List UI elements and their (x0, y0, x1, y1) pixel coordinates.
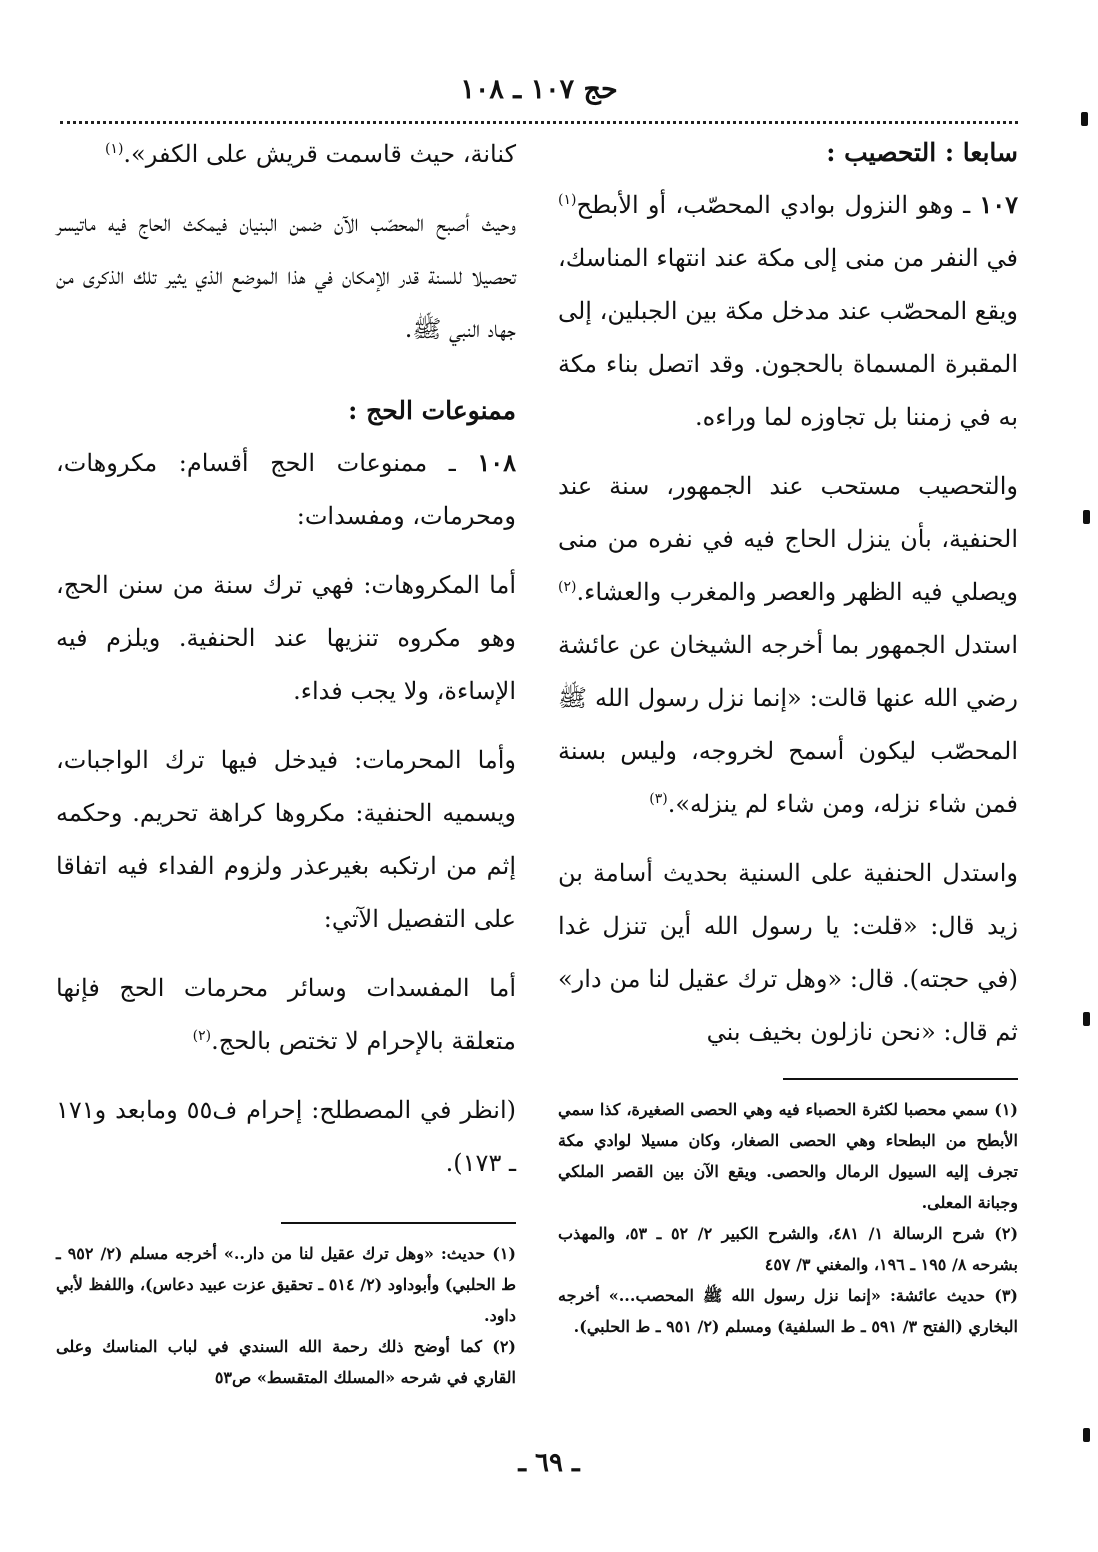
paragraph-number: ١٠٧ (979, 190, 1019, 219)
footnote: (٢) شرح الرسالة ١/ ٤٨١، والشرح الكبير ٢/ ٥٢ ـ ٥٣، والمهذب بشرحه ٨/ ١٩٥ ـ ١٩٦، والمغني ٣/ ٤٥٧ (558, 1224, 1019, 1274)
paragraph-text: كنانة، حيث قاسمت قريش على الكفر». (123, 140, 516, 168)
paragraph-number: ١٠٨ (477, 448, 516, 477)
right-footnotes (558, 1064, 1018, 1342)
footnote-separator (783, 1078, 1018, 1080)
footnote-ref: (١) (104, 141, 124, 157)
paragraph-108 (56, 436, 516, 543)
paragraph-text-rest: في النفر من منى إلى مكة عند انتهاء المناسك، ويقع المحصّب عند مدخل مكة بين الجبلين، إلى المقبرة المسماة بالحجون. وقد اتصل بناء مكة به في زمننا بل تجاوزه لما وراءه. (557, 244, 1018, 431)
footnote: (٢) كما أوضح ذلك رحمة الله السندي في لباب المناسك وعلى القاري في شرحه «المسلك المتقسط» ص٥٣ (56, 1337, 516, 1387)
left-column (56, 128, 516, 1206)
paragraph-text: والتحصيب مستحب عند الجمهور، سنة عند الحنفية، بأن ينزل الحاج فيه في نفره من منى ويصلي فيه الظهر والعصر والمغرب والعشاء. (558, 472, 1018, 606)
left-footnotes (56, 1208, 516, 1393)
right-column (558, 128, 1018, 1075)
paragraph-muharramat: وأما المحرمات: فيدخل فيها ترك الواجبات، ويسميه الحنفية: مكروها كراهة تحريم. وحكمه إثم من ارتكبه بغيرعذر ولزوم الفداء فيه اتفاقا على التفصيل الآتي: (56, 746, 516, 933)
paragraph-text: واستدل الحنفية على السنية بحديث أسامة بن زيد قال: «قلت: يا رسول الله أين تنزل غدا (في حجته). قال: «وهل ترك عقيل لنا من دار» ثم قال: «نحن نازلون بخيف بني (558, 859, 1018, 1046)
paragraph-text: ـ ممنوعات الحج أقسام: مكروهات، ومحرمات، ومفسدات: (56, 449, 516, 530)
paragraph-text-rest: استدل الجمهور بما أخرجه الشيخان عن عائشة رضي الله عنها قالت: «إنما نزل رسول الله ﷺ المحصّب ليكون أسمح لخروجه، وليس بسنة فمن شاء نزله، ومن شاء لم ينزله». (558, 631, 1018, 818)
footnote-ref: (٢) (192, 1028, 212, 1044)
scan-mark (1081, 112, 1088, 126)
footnote-separator (281, 1222, 516, 1224)
footnote: (٣) حديث عائشة: «إنما نزل رسول الله ﷺ المحصب...» أخرجه البخاري (الفتح ٣/ ٥٩١ ـ ط السلفية) ومسلم (٢/ ٩٥١ ـ ط الحلبي). (558, 1286, 1018, 1336)
section-heading-mamnuat: ممنوعات الحج : (348, 396, 516, 425)
running-header: حج ١٠٧ ـ ١٠٨ (460, 74, 618, 105)
footnote-ref: (٣) (649, 791, 668, 807)
page-number: ـ ٦٩ ـ (518, 1448, 580, 1478)
scan-mark (1083, 1012, 1090, 1026)
paragraph-text: ـ وهو النزول بوادي المحصّب، أو الأبطح (576, 191, 980, 219)
footnote: (١) سمي محصبا لكثرة الحصباء فيه وهي الحصى الصغيرة، كذا سمي الأبطح من البطحاء وهي الحصى الصغار، وكان مسيلا لوادي مكة تجرف إليه السيول الرمال والحصى. ويقع الآن بين القصر الملكي وجبانة المعلى. (558, 1100, 1019, 1212)
footnote-ref: (١) (558, 192, 577, 208)
header-dotted-rule (60, 121, 1018, 124)
paragraph-mufsidat (56, 962, 516, 1068)
paragraph-see-also: (انظر في المصطلح: إحرام ف٥٥ ومابعد و١٧١ ـ ١٧٣). (56, 1096, 516, 1177)
paragraph-107 (558, 178, 1018, 444)
paragraph-continuation (56, 128, 516, 181)
section-heading-tahsib: سابعا : التحصيب : (826, 138, 1018, 167)
footnote-ref: (٢) (558, 579, 577, 595)
scan-mark (1083, 1428, 1090, 1442)
paragraph-makruhat: أما المكروهات: فهي ترك سنة من سنن الحج، وهو مكروه تنزيها عند الحنفية. ويلزم فيه الإساءة، ولا يجب فداء. (56, 571, 516, 705)
paragraph-muhassab-today: وحيث أصبح المحصّب الآن ضمن البنيان فيمكث الحاج فيه ماتيسر تحصيلا للسنة قدر الإمكان في هذا الموضع الذي يثير تلك الذكرى من جهاد النبي ﷺ. (56, 209, 516, 343)
paragraph-hanafi-evidence (558, 847, 1018, 1059)
footnote: (١) حديث: «وهل ترك عقيل لنا من دار..» أخرجه مسلم (٢/ ٩٥٢ ـ ط الحلبي) وأبوداود (٢/ ٥١٤ ـ تحقيق عزت عبيد دعاس)، واللفظ لأبي داود. (56, 1244, 516, 1325)
scan-mark (1083, 510, 1090, 524)
paragraph-text: أما المفسدات وسائر محرمات الحج فإنها متعلقة بالإحرام لا تختص بالحج. (56, 974, 516, 1055)
paragraph-tahsib-ruling (558, 460, 1018, 831)
